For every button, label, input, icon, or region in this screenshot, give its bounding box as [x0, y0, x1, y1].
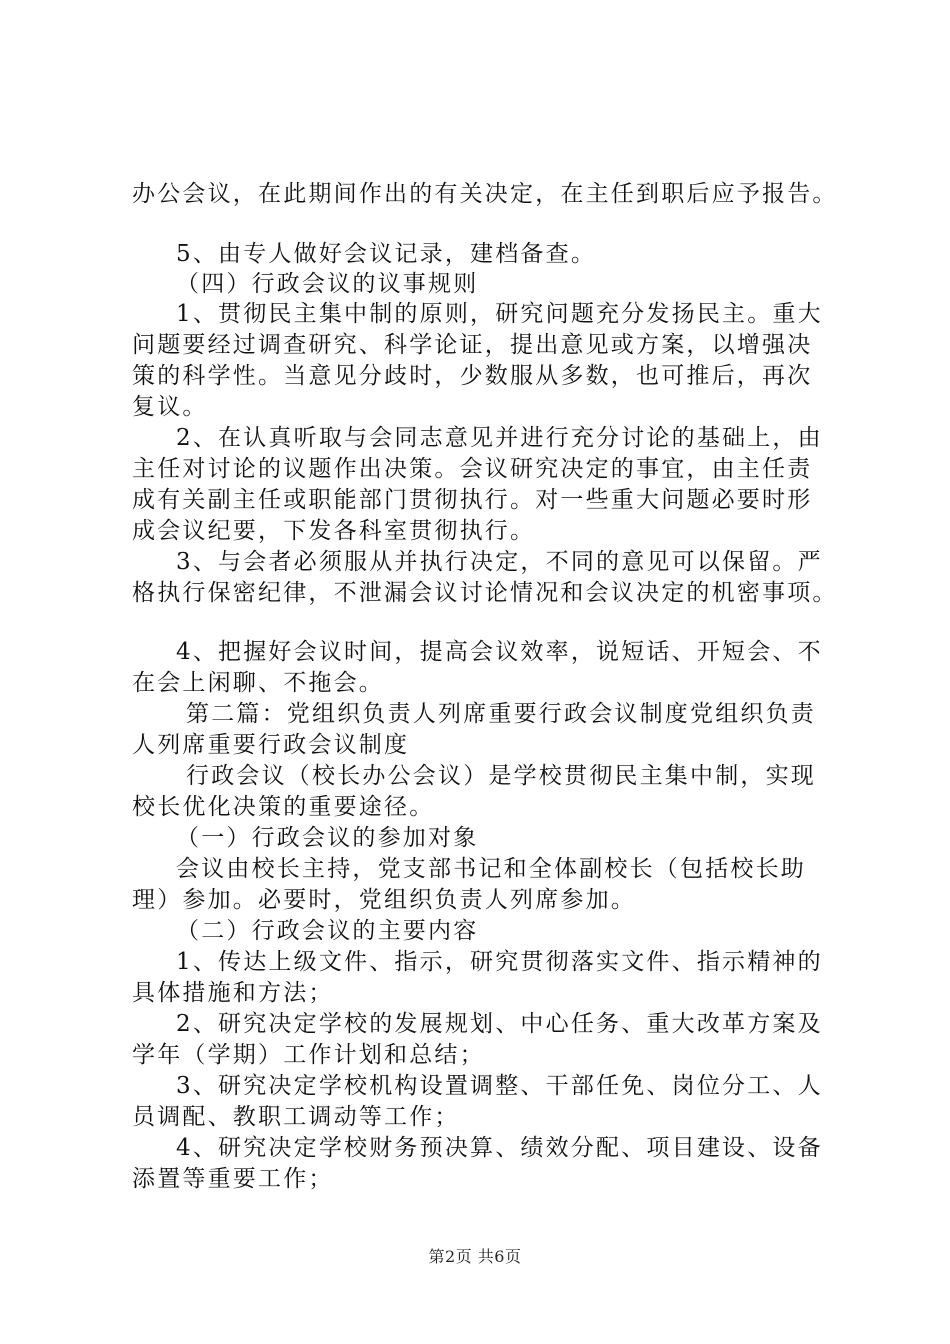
text-line: 4、把握好会议时间，提高会议效率，说短话、开短会、不	[176, 639, 823, 665]
text-line: 理）参加。必要时，党组织负责人列席参加。	[132, 887, 636, 913]
text-line: 办公会议，在此期间作出的有关决定，在主任到职后应予报告。	[132, 181, 838, 207]
text-line: 员调配、教职工调动等工作；	[132, 1104, 460, 1130]
text-line: 行政会议（校长办公会议）是学校贯彻民主集中制，实现	[186, 763, 816, 789]
section-heading: （四）行政会议的议事规则	[176, 271, 479, 297]
section-heading: （二）行政会议的主要内容	[176, 918, 479, 944]
section-heading: （一）行政会议的参加对象	[176, 825, 479, 851]
text-line: 4、研究决定学校财务预决算、绩效分配、项目建设、设备	[176, 1135, 823, 1161]
text-line: 具体措施和方法；	[132, 980, 334, 1006]
text-line: 成有关副主任或职能部门贯彻执行。对一些重大问题必要时形	[132, 487, 813, 513]
text-line: 问题要经过调查研究、科学论证，提出意见或方案，以增强决	[132, 332, 813, 358]
text-line: 3、与会者必须服从并执行决定，不同的意见可以保留。严	[176, 549, 823, 575]
text-line: 1、贯彻民主集中制的原则，研究问题充分发扬民主。重大	[176, 301, 823, 327]
text-line: 添置等重要工作；	[132, 1166, 334, 1192]
text-line: 学年（学期）工作计划和总结；	[132, 1042, 485, 1068]
text-line: 成会议纪要，下发各科室贯彻执行。	[132, 518, 536, 544]
text-line: 在会上闲聊、不拖会。	[132, 670, 384, 696]
text-line: 2、研究决定学校的发展规划、中心任务、重大改革方案及	[176, 1011, 823, 1037]
text-line: 会议由校长主持，党支部书记和全体副校长（包括校长助	[176, 856, 806, 882]
text-line: 5、由专人做好会议记录，建档备查。	[176, 241, 597, 267]
text-line: 策的科学性。当意见分歧时，少数服从多数，也可推后，再次	[132, 363, 813, 389]
text-line: 人列席重要行政会议制度	[132, 732, 410, 758]
text-line: 格执行保密纪律，不泄漏会议讨论情况和会议决定的机密事项。	[132, 580, 838, 606]
text-line: 3、研究决定学校机构设置调整、干部任免、岗位分工、人	[176, 1073, 823, 1099]
text-line: 主任对讨论的议题作出决策。会议研究决定的事宜，由主任责	[132, 456, 813, 482]
text-line: 校长优化决策的重要途径。	[132, 794, 435, 820]
section-heading: 第二篇：党组织负责人列席重要行政会议制度党组织负责	[186, 701, 816, 727]
text-line: 1、传达上级文件、指示，研究贯彻落实文件、指示精神的	[176, 949, 823, 975]
text-line: 复议。	[132, 394, 208, 420]
page-number: 第2页 共6页	[428, 1247, 522, 1266]
text-line: 2、在认真听取与会同志意见并进行充分讨论的基础上，由	[176, 425, 823, 451]
